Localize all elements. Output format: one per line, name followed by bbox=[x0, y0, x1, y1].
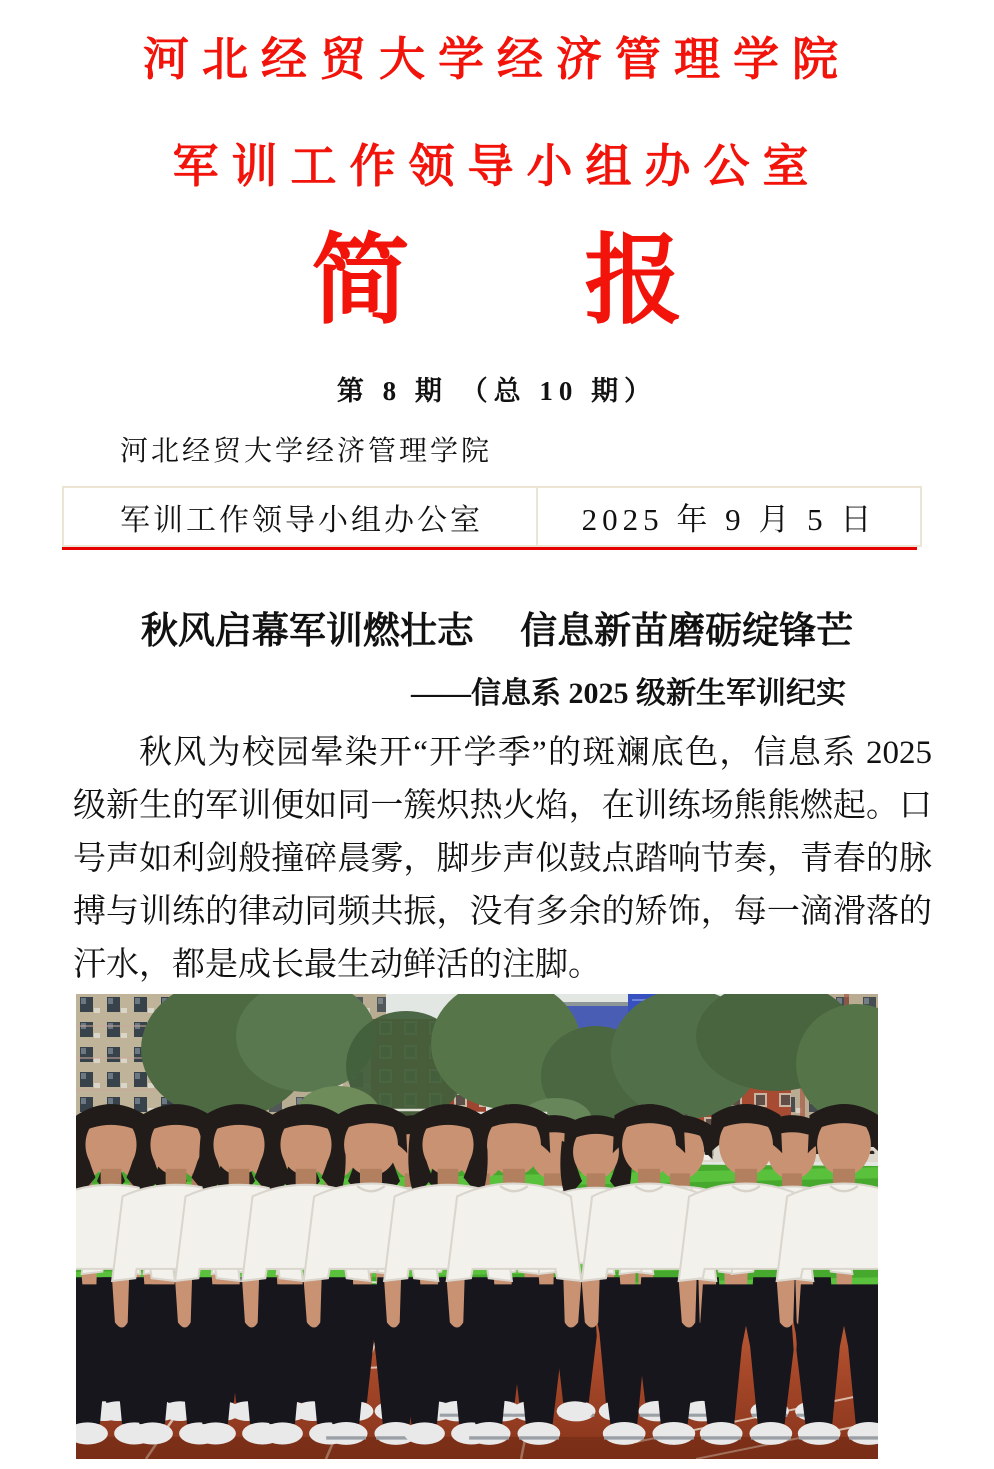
bulletin-title-char-1: 简 bbox=[311, 228, 410, 336]
issue-number: 第 8 期 （总 10 期） bbox=[336, 376, 658, 406]
masthead-line-1: 河北经贸大学经济管理学院 bbox=[143, 34, 851, 85]
body-line: 秋风为校园晕染开“开学季”的斑斓底色，信息系 2025 bbox=[139, 735, 932, 771]
training-photo bbox=[76, 994, 878, 1459]
training-photo-illustration bbox=[76, 994, 878, 1459]
bulletin-title-char-2: 报 bbox=[584, 228, 683, 336]
article-title: 秋风启幕军训燃壮志 信息新苗磨砺绽锋芒 bbox=[140, 611, 854, 652]
org-name: 河北经贸大学经济管理学院 bbox=[120, 436, 493, 467]
masthead-line-2: 军训工作领导小组办公室 bbox=[172, 141, 822, 192]
office-date-box bbox=[62, 486, 922, 547]
office-name-cell: 军训工作领导小组办公室 bbox=[64, 488, 538, 545]
body-line: 搏与训练的律动同频共振，没有多余的矫饰，每一滴滑落的 bbox=[73, 894, 932, 930]
article-body bbox=[73, 727, 932, 992]
red-divider bbox=[62, 547, 917, 550]
body-line: 号声如利剑般撞碎晨雾，脚步声似鼓点踏响节奏，青春的脉 bbox=[73, 841, 932, 877]
article-subtitle: ——信息系 2025 级新生军训纪实 bbox=[411, 677, 846, 710]
body-line: 汗水，都是成长最生动鲜活的注脚。 bbox=[73, 947, 601, 983]
date-cell: 2025 年 9 月 5 日 bbox=[581, 502, 877, 537]
bulletin-title bbox=[0, 229, 994, 335]
body-line: 级新生的军训便如同一簇炽热火焰，在训练场熊熊燃起。口 bbox=[73, 788, 932, 824]
